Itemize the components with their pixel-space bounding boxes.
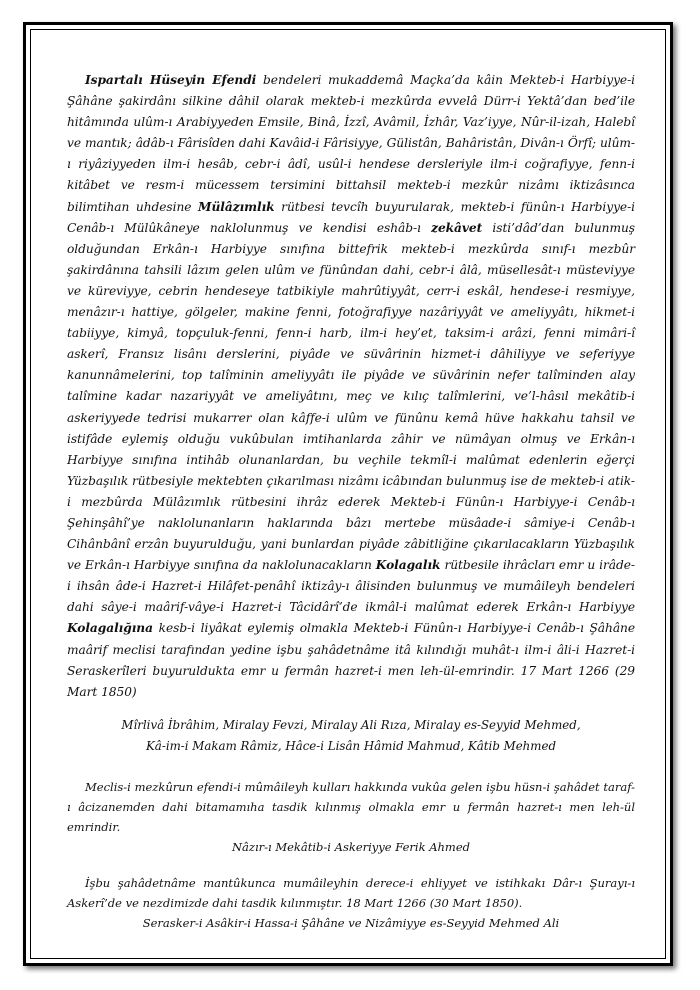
main-text-5: kesb-i liyâkat eylemiş olmakla Mekteb-i Fünûn-ı Harbiyye-i Cenâb-ı Şâhâne maârif meclisi tarafından yedine işbu şahâdetnâme itâ kılındığı muhât-ı ilm-i âli-i Hazret-i Seraskerîleri buyurulduktа emr u fermân hazret-i men leh-ül-emrindir. 17 Mart 1266 (29 Mart 1850) [67, 621, 635, 699]
main-text-1: bendeleri mukaddemâ Maçka’da kâin Mekteb-i Harbiyye-i Şâhâne şakirdânı silkine dâhil olarak mekteb-i mezkûrda evvelâ Dürr-i Yektâ’dan bed’ile hitâmında ulûm-ı Arabiyyeden Emsile, Binâ, İzzî, Avâmil, İzhâr, Vaz’iyye, Nûr-il-izah, Halebî ve mantık; âdâb-ı Fârisîden dahi Kavâid-i Fârisiyye, Gülistân, Bahâristân, Divân-ı Örfî; ulûm-ı riyâziyyeden ilm-i hesâb, cebr-i âdî, usûl-i hendese dersleriyle ilm-i coğrafiyye, fenn-i kitâbet ve resm-i mücessem tersimini bittahsil mekteb-i mezkûr nizâmı iktizâsınca bilimtihan uhdesine [67, 73, 635, 214]
main-text-3: isti’dâd’dan bulunmuş olduğundan Erkân-ı Harbiyye sınıfına bittefrik mekteb-i mezkûrda sınıf-ı mezbûr şakirdânına tahsili lâzım gelen ulûm ve fünûndan dahi, cebr-i âlâ, müsellesât-ı müsteviyye ve küreviyye, cebrin hendeseye tatbikiyle mahrûtiyyât, cerr-i eskâl, hendese-i resmiyye, menâzır-ı hattiye, gölgeler, makine fenni, fotoğrafiyye nazâriyyât ve ameliyyâtı, hikmet-i tabiiyye, kimyâ, topçuluk-fenni, fenn-i harb, ilm-i hey’et, taksim-i arâzi, fenni mimâri-î askerî, Fransız lisânı derslerini, piyâde ve süvârinin hizmet-i dâhiliyye ve seferiyye kanunnâmelerini, top talîminin ameliyyâtı ile piyâde ve süvârinin nefer talîminden alay talîmine kadar nazariyyât ve ameliyâtını, meç ve kılıç talîmlerini, ve’l-hâsıl mekâtib-i askeriyyede tedrisi mukarrer olan kâffe-i ulûm ve fünûnu kemâ hüve hakkahu tahsil ve istifâde eylemiş olduğu vukûbulan imtihanlarda zâhir ve nümâyan olmuş ve Erkân-ı Harbiyye sınıfına intihâb olunanlardan, bu veçhile tekmîl-i malûmat edenlerin eğerçi Yüzbaşılık rütbesiyle mektebten çıkarılması nizâmı icâbından bulunmuş ise de mekteb-i atik-i mezbûrda Mülâzımlık rütbesini ihrâz ederek Mekteb-i Fünûn-ı Harbiyye-i Cenâb-ı Şehinşâhî’ye naklolunanların haklarında bâzı mertebe müsâade-i sâmiye-i Cenâb-ı Cihânbânî erzân buyurulduğu, yani bunlardan piyâde zâbitliğine çıkarılacakların Yüzbaşılık ve Erkân-ı Harbiyye sınıfına da naklolunacakların [67, 220, 635, 573]
signatories-block [67, 715, 635, 757]
endorsement-1-signature: Nâzır-ı Mekâtib-i Askeriyye Ferik Ahmed [231, 839, 470, 854]
main-paragraph [67, 70, 635, 703]
main-text-2: rütbesi tevcîh buyurularak, mekteb-i fünûn-ı Harbiyye-i Cenâb-ı Mülûkâneye naklolunmuş ve kendisi eshâb-ı [67, 199, 635, 235]
person-name: Ispartalı Hüseyin Efendi [85, 73, 257, 87]
rank-kolagaligina: Kolagalığına [67, 621, 153, 636]
rank-kolagalik: Kolagalık [375, 558, 441, 573]
endorsement-2-signature: Serasker-i Asâkir-i Hassa-i Şâhâne ve Nizâmiyye es-Seyyid Mehmed Ali [142, 915, 560, 930]
document-body [67, 70, 635, 933]
rank-mulazimlik: Mülâzımlık [198, 199, 275, 214]
signatories-line-2: Kâ-im-i Makam Râmiz, Hâce-i Lisân Hâmid Mahmud, Kâtib Mehmed [145, 738, 557, 753]
word-zekavet: zekâvet [431, 220, 483, 235]
endorsement-note-1: Meclis-i mezkûrun efendi-i mûmâileyh kulları hakkında vukûa gelen işbu hüsn-i şahâdet taraf-ı âcizanemden dahi bitamamıha tasdik kılınmış olmakla emr u fermân hazret-ı men leh-ül emrindir. [67, 779, 635, 834]
signatories-line-1: Mîrlivâ İbrâhim, Miralay Fevzi, Miralay Ali Rıza, Miralay es-Seyyid Mehmed, [121, 717, 581, 732]
endorsement-note-2: İşbu şahâdetnâme mantûkunca mumâileyhin derece-i ehliyyet ve istihkakı Dâr-ı Şurayı-ı Askerî’de ve nezdimizde dahi tasdik kılınmıştır. 18 Mart 1266 (30 Mart 1850). [67, 875, 635, 910]
main-text-4: rütbesile ihrâcları emr u irâde-i ihsân âde-i Hazret-i Hilâfet-penâhî iktizây-ı âlisinden bulunmuş ve mumâileyh bendeleri dahi sâye-i maârif-vâye-i Hazret-i Tâcidârî’de ikmâl-i malûmat ederek Erkân-ı Harbiyye [67, 558, 635, 615]
